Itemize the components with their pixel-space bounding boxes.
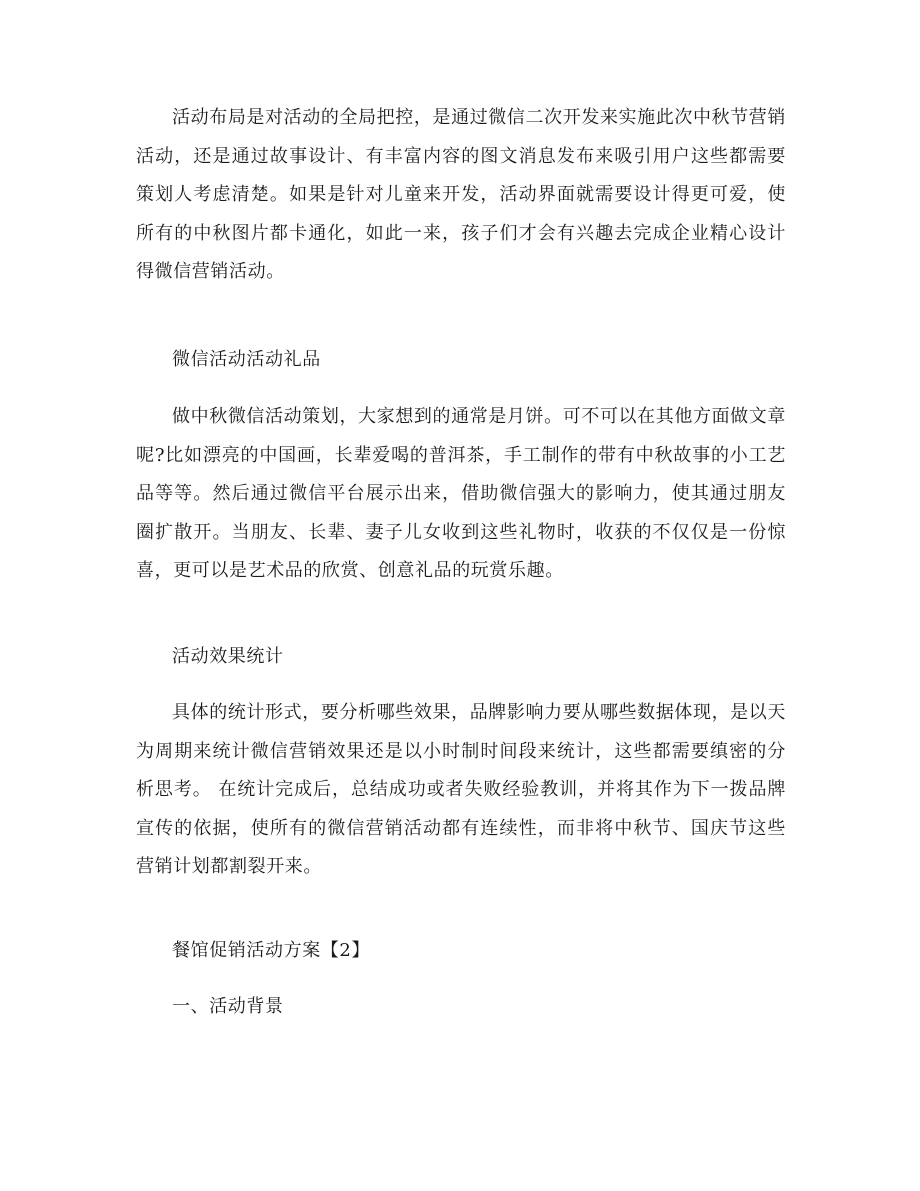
paragraph-activity-layout: 活动布局是对活动的全局把控，是通过微信二次开发来实施此次中秋节营销活动，还是通过故事设计、有丰富内容的图文消息发布来吸引用户这些都需要策划人考虑清楚。如果是针对儿童来开发，活动界面就需要设计得更可爱，使所有的中秋图片都卡通化，如此一来，孩子们才会有兴趣去完成企业精心设计得微信营销活动。 [136,107,786,282]
paragraph-statistics-method: 具体的统计形式，要分析哪些效果，品牌影响力要从哪些数据体现，是以天为周期来统计微信营销效果还是以小时制时间段来统计，这些都需要缜密的分析思考。 在统计完成后，总结成功或者失败经验教训，并将其作为下一拨品牌宣传的依据，使所有的微信营销活动都有连续性，而非将中秋节、国庆节这些营销计划都割裂开来。 [136,702,786,877]
heading-activity-background: 一、活动背景 [172,996,284,1017]
heading-effect-statistics: 活动效果统计 [172,646,284,667]
paragraph-gift-ideas: 做中秋微信活动策划，大家想到的通常是月饼。可不可以在其他方面做文章呢?比如漂亮的中国画，长辈爱喝的普洱茶，手工制作的带有中秋故事的小工艺品等等。然后通过微信平台展示出来，借助微信强大的影响力，使其通过朋友圈扩散开。当朋友、长辈、妻子儿女收到这些礼物时，收获的不仅仅是一份惊喜，更可以是艺术品的欣赏、创意礼品的玩赏乐趣。 [136,406,786,581]
heading-restaurant-promotion-plan: 餐馆促销活动方案【2】 [172,940,371,961]
heading-wechat-gifts: 微信活动活动礼品 [172,349,321,370]
